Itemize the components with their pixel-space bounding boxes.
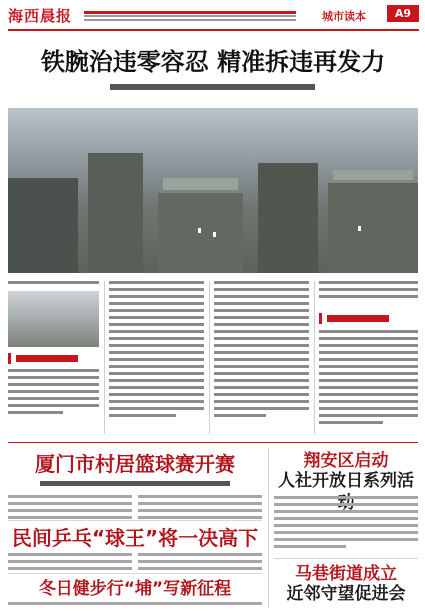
main-body-col-2 <box>109 281 204 417</box>
basketball-headline: 厦门市村居篮球赛开赛 <box>35 452 235 476</box>
logo-text: 海西晨报 <box>8 6 73 25</box>
section-divider <box>8 442 418 443</box>
maxiang-body <box>274 496 418 548</box>
column-divider <box>209 281 210 434</box>
issue-meta <box>84 15 296 24</box>
main-body-col-3 <box>214 281 309 417</box>
masthead-rule <box>84 11 296 14</box>
column-divider <box>104 281 105 434</box>
table-tennis-headline: 民间乒乓“球王”将一决高下 <box>11 526 259 550</box>
section-title: 城市读本 <box>322 10 366 23</box>
page-number-badge: A9 <box>387 5 419 22</box>
masthead-bottom-rule <box>8 29 419 31</box>
main-photo <box>8 108 418 273</box>
main-story-section-subhead-2 <box>319 312 389 325</box>
main-story-inset-photo <box>8 291 99 347</box>
newspaper-logo <box>8 5 72 25</box>
maxiang-street-headline: 马巷街道成立 <box>295 564 397 584</box>
table-tennis-body-col-2 <box>138 553 262 570</box>
section-divider <box>8 520 262 521</box>
basketball-body-col-1 <box>8 495 132 519</box>
column-divider <box>268 448 269 608</box>
main-story-section-subhead-1 <box>8 352 78 365</box>
maxiang-street-subheadline: 近邻守望促进会 <box>286 584 406 604</box>
main-body-col-1 <box>8 281 99 284</box>
main-body-col-4 <box>319 281 418 298</box>
winter-fitness-body <box>8 602 262 605</box>
basketball-subheadline <box>40 481 230 486</box>
winter-fitness-headline: 冬日健步行“埔”写新征程 <box>38 579 232 599</box>
column-divider <box>314 281 315 434</box>
table-tennis-body-col-1 <box>8 553 132 570</box>
section-divider <box>8 573 262 574</box>
maxiang-subheadline: 人社开放日系列活 <box>278 471 414 491</box>
section-divider <box>274 558 418 559</box>
main-body-col-4b <box>319 330 418 424</box>
main-subheadline <box>110 84 315 90</box>
maxiang-headline: 翔安区启动 <box>303 451 389 471</box>
basketball-body-col-2 <box>138 495 262 519</box>
main-body-col-1b <box>8 369 99 414</box>
masthead <box>0 0 425 30</box>
main-headline: 铁腕治违零容忍 精准拆违再发力 <box>40 48 386 76</box>
